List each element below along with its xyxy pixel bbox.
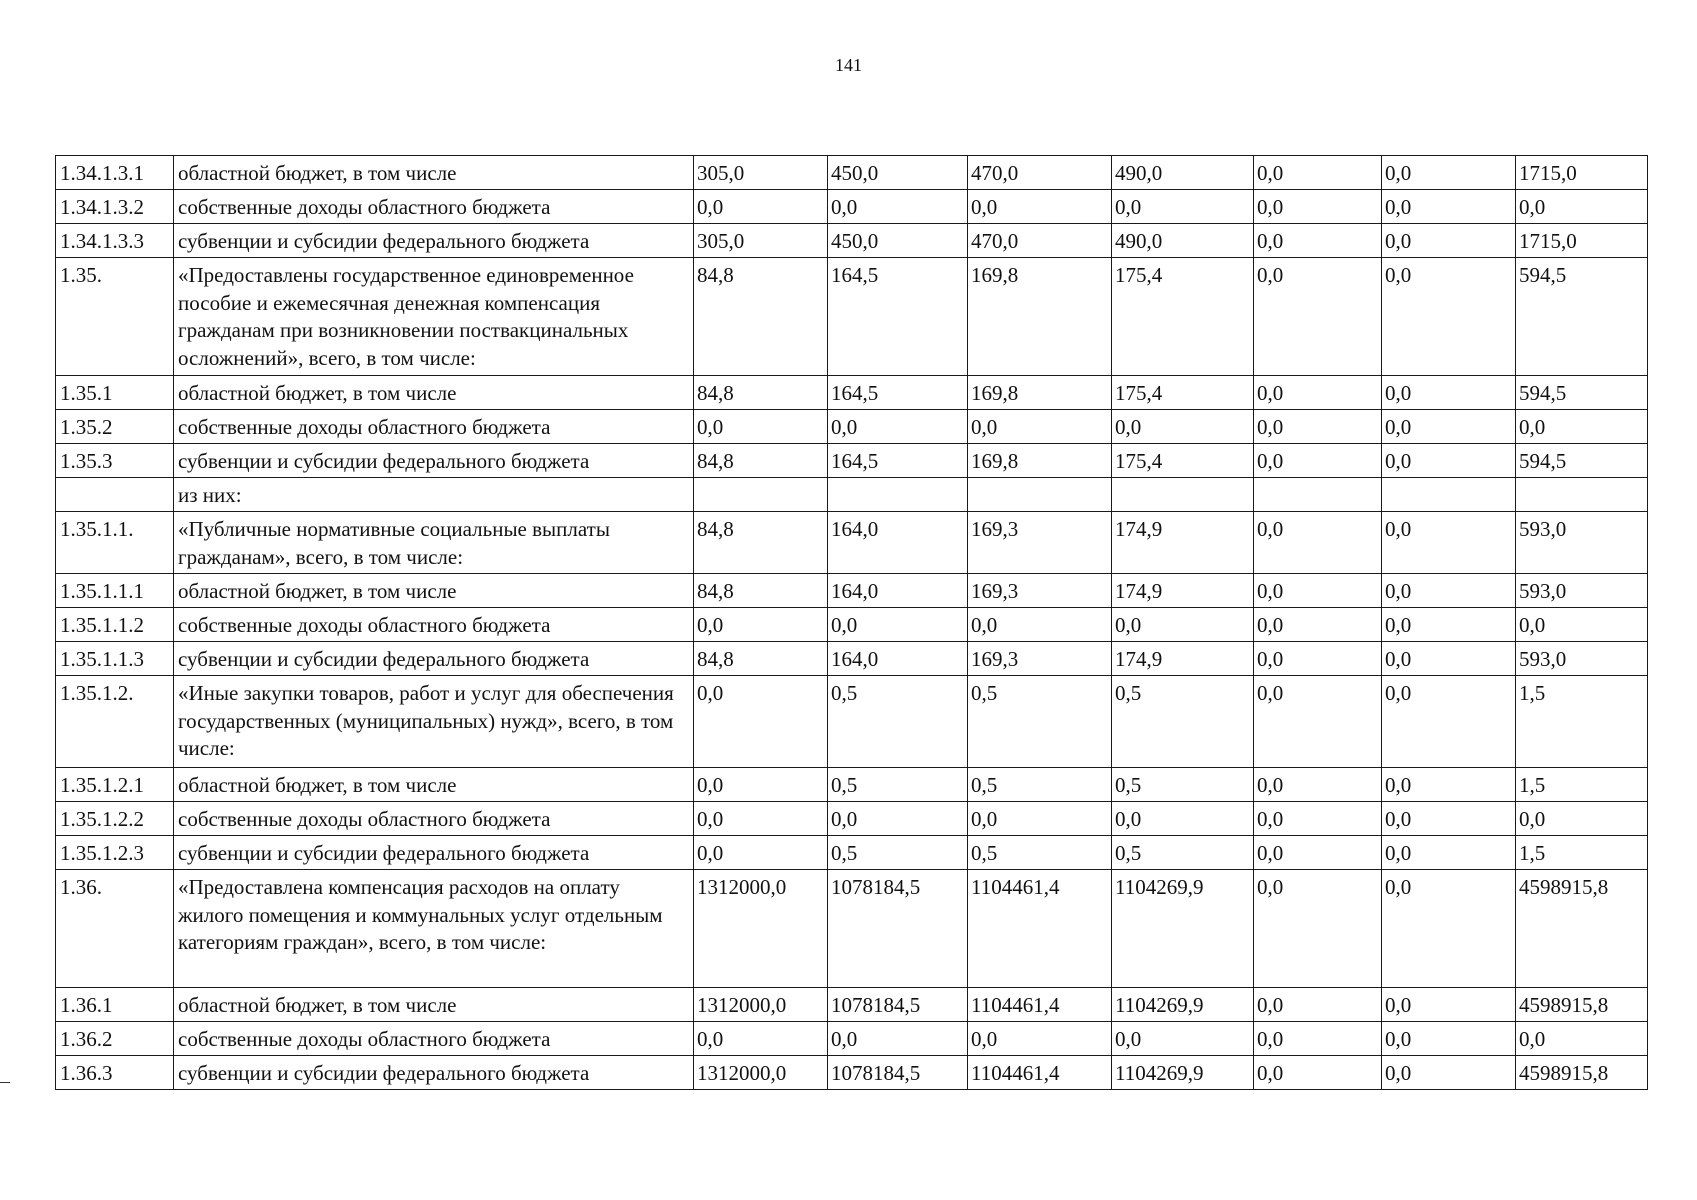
value-cell: 169,8: [968, 258, 1112, 376]
row-code: 1.35.1.1.2: [56, 608, 174, 642]
row-code: 1.35.1.1.: [56, 512, 174, 574]
value-cell: 594,5: [1516, 444, 1648, 478]
row-code: 1.35.1.1.1: [56, 574, 174, 608]
row-code: 1.34.1.3.3: [56, 224, 174, 258]
table-row: [56, 642, 1648, 676]
row-name: собственные доходы областного бюджета: [174, 1022, 694, 1056]
value-cell: 470,0: [968, 156, 1112, 190]
row-name: собственные доходы областного бюджета: [174, 190, 694, 224]
value-cell: 174,9: [1112, 574, 1254, 608]
value-cell: 1104461,4: [968, 988, 1112, 1022]
value-cell: 0,0: [694, 410, 828, 444]
value-cell: 0,5: [968, 768, 1112, 802]
value-cell: 0,0: [1254, 258, 1382, 376]
row-code: 1.35.1.1.3: [56, 642, 174, 676]
value-cell: 0,0: [1382, 190, 1516, 224]
value-cell: 0,0: [1254, 1022, 1382, 1056]
value-cell: 84,8: [694, 642, 828, 676]
value-cell: 0,0: [1254, 190, 1382, 224]
value-cell: 169,3: [968, 574, 1112, 608]
value-cell: 1312000,0: [694, 1056, 828, 1090]
value-cell: 4598915,8: [1516, 870, 1648, 988]
budget-table: [55, 155, 1648, 1090]
value-cell: 84,8: [694, 376, 828, 410]
value-cell: 593,0: [1516, 574, 1648, 608]
value-cell: 0,0: [1516, 190, 1648, 224]
table-row: [56, 190, 1648, 224]
row-code: 1.35.1.2.: [56, 676, 174, 768]
value-cell: 0,0: [828, 802, 968, 836]
value-cell: 450,0: [828, 224, 968, 258]
row-code: 1.36.1: [56, 988, 174, 1022]
value-cell: 174,9: [1112, 512, 1254, 574]
value-cell: 164,5: [828, 444, 968, 478]
row-code: 1.36.: [56, 870, 174, 988]
value-cell: 305,0: [694, 156, 828, 190]
value-cell: 0,0: [1382, 376, 1516, 410]
value-cell: 1104269,9: [1112, 988, 1254, 1022]
value-cell: 0,0: [1254, 156, 1382, 190]
value-cell: 84,8: [694, 444, 828, 478]
value-cell: 1715,0: [1516, 224, 1648, 258]
value-cell: 0,0: [1112, 802, 1254, 836]
value-cell: 0,0: [828, 410, 968, 444]
value-cell: 1312000,0: [694, 870, 828, 988]
value-cell: 0,5: [968, 676, 1112, 768]
value-cell: 0,0: [1516, 410, 1648, 444]
value-cell: 0,0: [1382, 676, 1516, 768]
value-cell: 1104269,9: [1112, 1056, 1254, 1090]
value-cell: 0,0: [1382, 608, 1516, 642]
value-cell: 0,0: [694, 1022, 828, 1056]
table-row: [56, 512, 1648, 574]
row-code: 1.35.2: [56, 410, 174, 444]
table-row: [56, 988, 1648, 1022]
value-cell: 0,0: [1382, 836, 1516, 870]
value-cell: 164,0: [828, 574, 968, 608]
value-cell: 0,0: [1254, 224, 1382, 258]
value-cell: 169,8: [968, 376, 1112, 410]
value-cell: 175,4: [1112, 258, 1254, 376]
table-row: [56, 156, 1648, 190]
value-cell: [1112, 478, 1254, 512]
value-cell: 0,0: [1382, 444, 1516, 478]
value-cell: 0,0: [1112, 608, 1254, 642]
row-name: «Предоставлена компенсация расходов на оплату жилого помещения и коммунальных услуг отдельным категориям граждан», всего, в том числе:: [174, 870, 694, 988]
value-cell: 0,5: [1112, 836, 1254, 870]
value-cell: 0,0: [1254, 1056, 1382, 1090]
table-row: [56, 768, 1648, 802]
value-cell: 0,0: [828, 1022, 968, 1056]
value-cell: 0,0: [1382, 768, 1516, 802]
value-cell: 0,0: [1516, 802, 1648, 836]
value-cell: 1715,0: [1516, 156, 1648, 190]
value-cell: 84,8: [694, 512, 828, 574]
value-cell: 490,0: [1112, 156, 1254, 190]
value-cell: [968, 478, 1112, 512]
value-cell: 0,5: [828, 676, 968, 768]
value-cell: 169,8: [968, 444, 1112, 478]
value-cell: 1,5: [1516, 768, 1648, 802]
value-cell: 593,0: [1516, 512, 1648, 574]
row-code: 1.34.1.3.1: [56, 156, 174, 190]
value-cell: 0,0: [694, 608, 828, 642]
row-code: 1.36.3: [56, 1056, 174, 1090]
row-name: субвенции и субсидии федерального бюджета: [174, 1056, 694, 1090]
value-cell: 0,0: [1254, 676, 1382, 768]
value-cell: 1104269,9: [1112, 870, 1254, 988]
value-cell: 164,0: [828, 642, 968, 676]
row-name: собственные доходы областного бюджета: [174, 410, 694, 444]
value-cell: 1078184,5: [828, 870, 968, 988]
value-cell: [694, 478, 828, 512]
value-cell: 0,0: [1382, 642, 1516, 676]
row-name: «Иные закупки товаров, работ и услуг для обеспечения государственных (муниципальных) нужд», всего, в том числе:: [174, 676, 694, 768]
value-cell: 0,0: [1382, 870, 1516, 988]
table-row: [56, 410, 1648, 444]
value-cell: 0,0: [1382, 156, 1516, 190]
row-code: 1.34.1.3.2: [56, 190, 174, 224]
value-cell: 0,0: [1254, 574, 1382, 608]
row-name: субвенции и субсидии федерального бюджета: [174, 836, 694, 870]
table-row: [56, 258, 1648, 376]
value-cell: [1382, 478, 1516, 512]
value-cell: 0,0: [828, 190, 968, 224]
value-cell: 174,9: [1112, 642, 1254, 676]
value-cell: 1312000,0: [694, 988, 828, 1022]
value-cell: 164,5: [828, 376, 968, 410]
value-cell: 0,0: [1382, 224, 1516, 258]
value-cell: 0,0: [1254, 444, 1382, 478]
value-cell: 0,0: [694, 676, 828, 768]
value-cell: 0,0: [694, 802, 828, 836]
value-cell: 169,3: [968, 512, 1112, 574]
row-name: областной бюджет, в том числе: [174, 988, 694, 1022]
value-cell: 4598915,8: [1516, 988, 1648, 1022]
value-cell: 0,0: [1382, 1056, 1516, 1090]
row-name: областной бюджет, в том числе: [174, 574, 694, 608]
value-cell: [1516, 478, 1648, 512]
value-cell: 4598915,8: [1516, 1056, 1648, 1090]
value-cell: 1,5: [1516, 836, 1648, 870]
row-name: областной бюджет, в том числе: [174, 376, 694, 410]
value-cell: 1104461,4: [968, 870, 1112, 988]
row-code: [56, 478, 174, 512]
table-body: [56, 156, 1648, 1090]
value-cell: 0,0: [1112, 190, 1254, 224]
value-cell: 0,0: [1516, 1022, 1648, 1056]
table-row: [56, 608, 1648, 642]
value-cell: 0,0: [968, 802, 1112, 836]
table-row: [56, 224, 1648, 258]
row-name: «Публичные нормативные социальные выплаты гражданам», всего, в том числе:: [174, 512, 694, 574]
value-cell: 169,3: [968, 642, 1112, 676]
value-cell: 175,4: [1112, 444, 1254, 478]
row-name: субвенции и субсидии федерального бюджета: [174, 444, 694, 478]
table-row: [56, 574, 1648, 608]
row-name: собственные доходы областного бюджета: [174, 802, 694, 836]
table-row: [56, 836, 1648, 870]
value-cell: 0,5: [828, 768, 968, 802]
value-cell: 0,0: [1254, 988, 1382, 1022]
value-cell: 0,0: [1254, 608, 1382, 642]
value-cell: 0,0: [1254, 642, 1382, 676]
table-row: [56, 1022, 1648, 1056]
value-cell: 84,8: [694, 574, 828, 608]
value-cell: 84,8: [694, 258, 828, 376]
value-cell: 1078184,5: [828, 988, 968, 1022]
table-row: [56, 478, 1648, 512]
value-cell: 0,0: [1382, 258, 1516, 376]
value-cell: 450,0: [828, 156, 968, 190]
value-cell: 0,0: [1382, 1022, 1516, 1056]
value-cell: 1104461,4: [968, 1056, 1112, 1090]
value-cell: 175,4: [1112, 376, 1254, 410]
value-cell: 305,0: [694, 224, 828, 258]
row-name: из них:: [174, 478, 694, 512]
table-row: [56, 376, 1648, 410]
value-cell: 0,0: [968, 608, 1112, 642]
row-name: собственные доходы областного бюджета: [174, 608, 694, 642]
value-cell: 0,5: [828, 836, 968, 870]
row-code: 1.35.3: [56, 444, 174, 478]
value-cell: 0,0: [1254, 870, 1382, 988]
value-cell: 0,0: [1112, 410, 1254, 444]
value-cell: 0,0: [1254, 836, 1382, 870]
value-cell: 0,5: [968, 836, 1112, 870]
value-cell: 0,0: [1516, 608, 1648, 642]
value-cell: 490,0: [1112, 224, 1254, 258]
value-cell: 593,0: [1516, 642, 1648, 676]
value-cell: 0,0: [968, 410, 1112, 444]
row-code: 1.35.1.2.2: [56, 802, 174, 836]
value-cell: 0,0: [1254, 768, 1382, 802]
row-code: 1.35.1: [56, 376, 174, 410]
value-cell: 0,0: [1382, 802, 1516, 836]
value-cell: 594,5: [1516, 376, 1648, 410]
table-row: [56, 444, 1648, 478]
value-cell: 0,0: [1254, 802, 1382, 836]
table-row: [56, 802, 1648, 836]
row-name: областной бюджет, в том числе: [174, 768, 694, 802]
value-cell: 0,0: [1254, 410, 1382, 444]
value-cell: 0,5: [1112, 676, 1254, 768]
table-row: [56, 676, 1648, 768]
table-row: [56, 1056, 1648, 1090]
value-cell: 164,5: [828, 258, 968, 376]
row-code: 1.35.1.2.1: [56, 768, 174, 802]
row-code: 1.35.: [56, 258, 174, 376]
value-cell: 0,0: [968, 1022, 1112, 1056]
row-name: субвенции и субсидии федерального бюджета: [174, 224, 694, 258]
row-name: «Предоставлены государственное единовременное пособие и ежемесячная денежная компенсация гражданам при возникновении поствакцинальных осложнений», всего, в том числе:: [174, 258, 694, 376]
value-cell: 0,0: [1112, 1022, 1254, 1056]
value-cell: 0,0: [1254, 376, 1382, 410]
value-cell: 1078184,5: [828, 1056, 968, 1090]
table-row: [56, 870, 1648, 988]
value-cell: 0,0: [828, 608, 968, 642]
value-cell: 0,0: [1382, 988, 1516, 1022]
value-cell: 594,5: [1516, 258, 1648, 376]
value-cell: 0,0: [1254, 512, 1382, 574]
value-cell: 0,0: [968, 190, 1112, 224]
row-code: 1.35.1.2.3: [56, 836, 174, 870]
value-cell: 0,0: [1382, 512, 1516, 574]
value-cell: 0,0: [694, 768, 828, 802]
value-cell: 0,0: [694, 836, 828, 870]
value-cell: [1254, 478, 1382, 512]
page-number: 141: [835, 55, 862, 75]
row-code: 1.36.2: [56, 1022, 174, 1056]
value-cell: 0,0: [1382, 410, 1516, 444]
value-cell: 0,0: [1382, 574, 1516, 608]
value-cell: [828, 478, 968, 512]
value-cell: 470,0: [968, 224, 1112, 258]
value-cell: 1,5: [1516, 676, 1648, 768]
value-cell: 0,5: [1112, 768, 1254, 802]
margin-mark: [0, 1082, 10, 1083]
value-cell: 0,0: [694, 190, 828, 224]
row-name: областной бюджет, в том числе: [174, 156, 694, 190]
value-cell: 164,0: [828, 512, 968, 574]
row-name: субвенции и субсидии федерального бюджета: [174, 642, 694, 676]
